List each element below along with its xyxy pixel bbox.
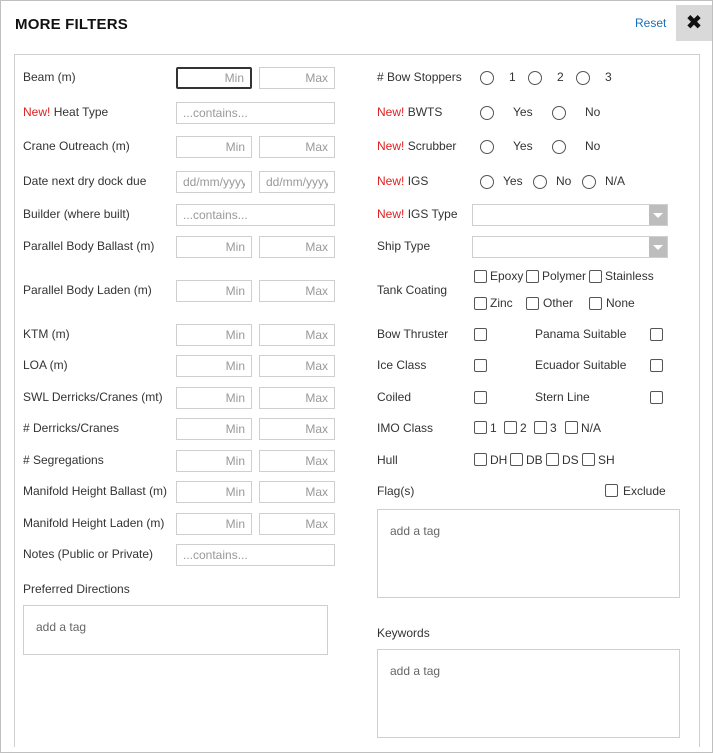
pb-laden-label: Parallel Body Laden (m) bbox=[23, 283, 152, 297]
pb-ballast-label: Parallel Body Ballast (m) bbox=[23, 239, 155, 253]
igs-type-label: New! IGS Type bbox=[377, 207, 458, 221]
imo-class-label: IMO Class bbox=[377, 421, 434, 435]
bow-stoppers-radio-1[interactable] bbox=[480, 71, 494, 85]
bwts-yes-label: Yes bbox=[513, 105, 533, 119]
bwts-label: New! BWTS bbox=[377, 105, 443, 119]
coiled-checkbox[interactable] bbox=[474, 391, 487, 404]
derricks-min-input[interactable] bbox=[176, 418, 252, 440]
mh-laden-label: Manifold Height Laden (m) bbox=[23, 516, 165, 530]
bwts-yes-radio[interactable] bbox=[480, 106, 494, 120]
mh-ballast-max-input[interactable] bbox=[259, 481, 335, 503]
imo-1-checkbox[interactable] bbox=[474, 421, 487, 434]
ecuador-checkbox[interactable] bbox=[650, 359, 663, 372]
mh-laden-max-input[interactable] bbox=[259, 513, 335, 535]
mh-ballast-label: Manifold Height Ballast (m) bbox=[23, 484, 168, 498]
exclude-label: Exclude bbox=[623, 484, 666, 498]
imo-na-checkbox[interactable] bbox=[565, 421, 578, 434]
pb-ballast-min-input[interactable] bbox=[176, 236, 252, 258]
beam-max-input[interactable] bbox=[259, 67, 335, 89]
dry-dock-label: Date next dry dock due bbox=[23, 174, 147, 188]
hull-sh-label: SH bbox=[598, 453, 615, 467]
ice-class-checkbox[interactable] bbox=[474, 359, 487, 372]
igs-type-select[interactable] bbox=[472, 204, 668, 226]
loa-label: LOA (m) bbox=[23, 358, 68, 372]
stern-line-checkbox[interactable] bbox=[650, 391, 663, 404]
ktm-min-input[interactable] bbox=[176, 324, 252, 346]
hull-ds-checkbox[interactable] bbox=[546, 453, 559, 466]
segregations-min-input[interactable] bbox=[176, 450, 252, 472]
igs-label: New! IGS bbox=[377, 174, 429, 188]
coating-zinc-checkbox[interactable] bbox=[474, 297, 487, 310]
hull-label: Hull bbox=[377, 453, 398, 467]
imo-2-label: 2 bbox=[520, 421, 527, 435]
dialog-title: MORE FILTERS bbox=[15, 16, 128, 33]
chevron-down-icon bbox=[649, 205, 667, 225]
bwts-no-radio[interactable] bbox=[552, 106, 566, 120]
pb-ballast-max-input[interactable] bbox=[259, 236, 335, 258]
coating-none-checkbox[interactable] bbox=[589, 297, 602, 310]
igs-na-label: N/A bbox=[605, 174, 626, 188]
imo-1-label: 1 bbox=[490, 421, 497, 435]
igs-no-radio[interactable] bbox=[533, 175, 547, 189]
coating-epoxy-checkbox[interactable] bbox=[474, 270, 487, 283]
panama-checkbox[interactable] bbox=[650, 328, 663, 341]
bow-thruster-checkbox[interactable] bbox=[474, 328, 487, 341]
imo-3-checkbox[interactable] bbox=[534, 421, 547, 434]
chevron-down-icon bbox=[649, 237, 667, 257]
hull-db-label: DB bbox=[526, 453, 543, 467]
swl-min-input[interactable] bbox=[176, 387, 252, 409]
coating-stainless-label: Stainless bbox=[605, 269, 654, 283]
coating-polymer-checkbox[interactable] bbox=[526, 270, 539, 283]
scrubber-no-label: No bbox=[585, 139, 601, 153]
bwts-no-label: No bbox=[585, 105, 601, 119]
new-badge: New! bbox=[23, 105, 51, 119]
beam-min-input[interactable] bbox=[176, 67, 252, 89]
keywords-tag-input[interactable]: add a tag bbox=[377, 649, 680, 738]
swl-max-input[interactable] bbox=[259, 387, 335, 409]
scrubber-yes-label: Yes bbox=[513, 139, 533, 153]
builder-label: Builder (where built) bbox=[23, 207, 130, 221]
bow-thruster-label: Bow Thruster bbox=[377, 327, 449, 341]
flags-label: Flag(s) bbox=[377, 484, 415, 498]
close-button[interactable] bbox=[676, 5, 712, 41]
segregations-max-input[interactable] bbox=[259, 450, 335, 472]
coating-polymer-label: Polymer bbox=[542, 269, 587, 283]
coating-zinc-label: Zinc bbox=[490, 296, 513, 310]
crane-outreach-max-input[interactable] bbox=[259, 136, 335, 158]
scrubber-label: New! Scrubber bbox=[377, 139, 457, 153]
mh-ballast-min-input[interactable] bbox=[176, 481, 252, 503]
heat-type-label: New! Heat Type bbox=[23, 105, 109, 119]
scrubber-yes-radio[interactable] bbox=[480, 140, 494, 154]
mh-laden-min-input[interactable] bbox=[176, 513, 252, 535]
dry-dock-to-input[interactable] bbox=[259, 171, 335, 193]
imo-2-checkbox[interactable] bbox=[504, 421, 517, 434]
heat-type-input[interactable] bbox=[176, 102, 335, 124]
panama-label: Panama Suitable bbox=[535, 327, 627, 341]
bow-stoppers-label: # Bow Stoppers bbox=[377, 70, 462, 84]
close-icon: ✖ bbox=[685, 12, 703, 34]
igs-yes-label: Yes bbox=[503, 174, 523, 188]
coating-other-checkbox[interactable] bbox=[526, 297, 539, 310]
loa-min-input[interactable] bbox=[176, 355, 252, 377]
flags-tag-input[interactable]: add a tag bbox=[377, 509, 680, 598]
ktm-label: KTM (m) bbox=[23, 327, 70, 341]
beam-label: Beam (m) bbox=[23, 70, 76, 84]
imo-3-label: 3 bbox=[550, 421, 557, 435]
coating-other-label: Other bbox=[543, 296, 574, 310]
filters-panel bbox=[14, 54, 700, 747]
bow-stoppers-option-2: 2 bbox=[557, 70, 564, 84]
segregations-label: # Segregations bbox=[23, 453, 104, 467]
swl-label: SWL Derricks/Cranes (mt) bbox=[23, 390, 163, 404]
hull-dh-label: DH bbox=[490, 453, 508, 467]
bow-stoppers-option-3: 3 bbox=[605, 70, 612, 84]
ice-class-label: Ice Class bbox=[377, 358, 427, 372]
ship-type-label: Ship Type bbox=[377, 239, 431, 253]
loa-max-input[interactable] bbox=[259, 355, 335, 377]
notes-label: Notes (Public or Private) bbox=[23, 547, 154, 561]
derricks-max-input[interactable] bbox=[259, 418, 335, 440]
bow-stoppers-radio-2[interactable] bbox=[528, 71, 542, 85]
tank-coating-label: Tank Coating bbox=[377, 283, 448, 297]
igs-no-label: No bbox=[556, 174, 572, 188]
preferred-directions-tag-input[interactable]: add a tag bbox=[23, 605, 328, 655]
pb-laden-max-input[interactable] bbox=[259, 280, 335, 302]
crane-outreach-min-input[interactable] bbox=[176, 136, 252, 158]
dry-dock-from-input[interactable] bbox=[176, 171, 252, 193]
hull-db-checkbox[interactable] bbox=[510, 453, 523, 466]
keywords-label: Keywords bbox=[377, 626, 430, 640]
hull-ds-label: DS bbox=[562, 453, 579, 467]
crane-outreach-label: Crane Outreach (m) bbox=[23, 139, 130, 153]
builder-input[interactable] bbox=[176, 204, 335, 226]
imo-na-label: N/A bbox=[581, 421, 602, 435]
reset-link[interactable]: Reset bbox=[635, 16, 667, 30]
coating-none-label: None bbox=[606, 296, 635, 310]
stern-line-label: Stern Line bbox=[535, 390, 590, 404]
coating-epoxy-label: Epoxy bbox=[490, 269, 524, 283]
coiled-label: Coiled bbox=[377, 390, 412, 404]
ship-type-select[interactable] bbox=[472, 236, 668, 258]
ecuador-label: Ecuador Suitable bbox=[535, 358, 627, 372]
pb-laden-min-input[interactable] bbox=[176, 280, 252, 302]
scrubber-no-radio[interactable] bbox=[552, 140, 566, 154]
ktm-max-input[interactable] bbox=[259, 324, 335, 346]
igs-na-radio[interactable] bbox=[582, 175, 596, 189]
bow-stoppers-radio-3[interactable] bbox=[576, 71, 590, 85]
derricks-label: # Derricks/Cranes bbox=[23, 421, 120, 435]
hull-dh-checkbox[interactable] bbox=[474, 453, 487, 466]
preferred-directions-label: Preferred Directions bbox=[23, 582, 130, 596]
notes-input[interactable] bbox=[176, 544, 335, 566]
hull-sh-checkbox[interactable] bbox=[582, 453, 595, 466]
exclude-checkbox[interactable] bbox=[605, 484, 618, 497]
igs-yes-radio[interactable] bbox=[480, 175, 494, 189]
bow-stoppers-option-1: 1 bbox=[509, 70, 516, 84]
coating-stainless-checkbox[interactable] bbox=[589, 270, 602, 283]
